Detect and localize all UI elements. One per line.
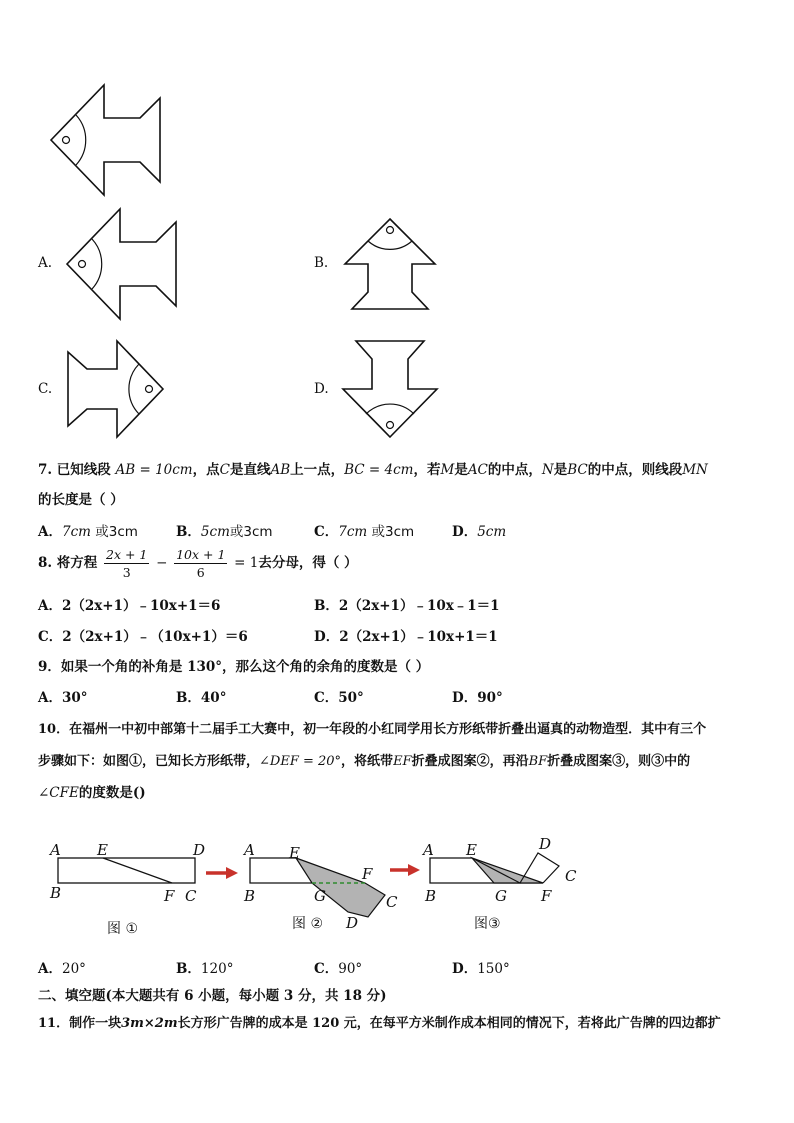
fig1-caption: 图 ① [107,921,139,937]
fig2-label-g: G [314,887,326,905]
q8-fraction-2: $\frac{10x + 1}{6}$ [176,547,226,580]
q7-ab-eq: AB = 10cm [115,462,193,478]
fig2-label-c: C [386,893,398,911]
fig3-label-a: A [423,841,434,859]
fig1-label-a: A [50,841,61,859]
q7-option-a[interactable]: A．7cm 或3cm [38,524,138,540]
q7-option-d[interactable]: D．5cm [452,524,507,540]
q7-option-b[interactable]: B．5cm或3cm [176,524,273,540]
section-2-heading: 二、填空题(本大题共有 6 小题，每小题 3 分，共 18 分) [38,988,387,1004]
q7-option-c[interactable]: C．7cm 或3cm [314,524,415,540]
fig2-label-a: A [244,841,255,859]
fig3-label-d: D [539,835,552,853]
fig2-caption: 图 ② [292,916,324,932]
fig1-crease-ef [103,858,172,883]
fig1-label-d: D [193,841,206,859]
q8-option-a[interactable]: A．2（2x+1）﹣10x+1＝6 [38,598,221,614]
fig1-strip [58,858,195,883]
q9-option-c[interactable]: C．50° [314,690,364,706]
q6-option-b-label: B. [314,255,329,271]
q9-stem: 9．如果一个角的补角是 130°，那么这个角的余角的度数是（ ） [38,659,430,675]
fig3-label-g: G [495,887,507,905]
q9-option-b[interactable]: B．40° [176,690,227,706]
fig2-label-e: E [289,844,300,862]
fig1-label-f: F [164,887,175,905]
fig3-label-f: F [541,887,552,905]
fig1-label-c: C [185,887,197,905]
fig3-label-b: B [425,887,437,905]
fig3-label-c: C [565,867,577,885]
q8-option-b[interactable]: B．2（2x+1）﹣10x﹣1＝1 [314,598,500,614]
q8-stem: 8. 将方程 $\frac{2x + 1}{3}$ − $\frac{10x + 1}{6}$ = 1去分母，得（ ） [38,547,358,580]
q7-stem-line2: 的长度是（ ） [38,492,124,508]
q10-option-b[interactable]: B．120° [176,961,234,977]
fig1-label-b: B [50,884,62,902]
fig3-caption: 图③ [474,916,501,932]
q8-option-c[interactable]: C．2（2x+1）﹣（10x+1）＝6 [38,629,248,645]
q10-option-a[interactable]: A．20° [38,961,86,977]
fig2-label-b: B [244,887,256,905]
q8-option-d[interactable]: D．2（2x+1）﹣10x+1＝1 [314,629,498,645]
q7-stem-line1: 7. 已知线段 AB = 10cm，点C是直线AB上一点，BC = 4cm，若M是AC的中点，N是BC的中点，则线段MN [38,462,708,478]
fig3-label-e: E [466,841,477,859]
q10-option-c[interactable]: C．90° [314,961,363,977]
q10-stem-line2: 步骤如下：如图①，已知长方形纸带，∠DEF = 20°，将纸带EF折叠成图案②，再沿BF折叠成图案③，则③中的 [38,754,691,769]
q6-option-d-label: D. [314,381,329,397]
q10-stem-line3: ∠CFE的度数是() [38,785,146,801]
q11-stem: 11．制作一块3m×2m长方形广告牌的成本是 120 元，在每平方米制作成本相同的情况下，若将此广告牌的四边都扩 [38,1016,721,1031]
q6-option-a-label: A. [38,255,53,271]
q9-option-a[interactable]: A．30° [38,690,88,706]
q10-stem-line1: 10．在福州一中初中部第十二届手工大赛中，初一年段的小红同学用长方形纸带折叠出逼真的动物造型．其中有三个 [38,722,707,737]
fig2-label-d: D [346,914,359,932]
q10-option-d[interactable]: D．150° [452,961,510,977]
q8-fraction-1: $\frac{2x + 1}{3}$ [106,547,148,580]
q6-option-c-label: C. [38,381,53,397]
q9-option-d[interactable]: D．90° [452,690,503,706]
fig1-label-e: E [97,841,108,859]
fig2-label-f: F [362,865,373,883]
